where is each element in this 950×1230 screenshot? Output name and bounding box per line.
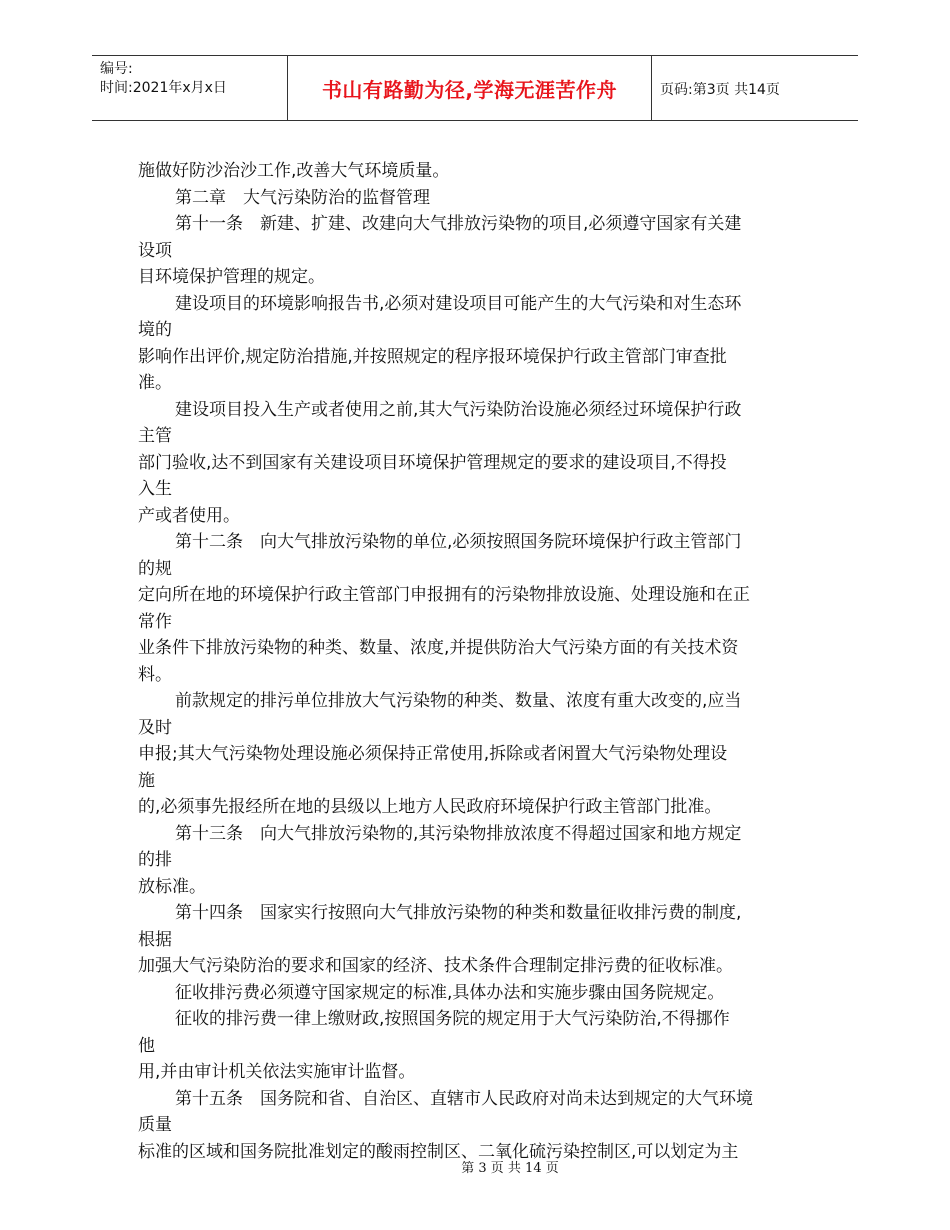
body-text-line: 加强大气污染防治的要求和国家的经济、技术条件合理制定排污费的征收标准。 bbox=[138, 956, 733, 976]
body-text-line: 业条件下排放污染物的种类、数量、浓度,并提供防治大气污染方面的有关技术资 bbox=[138, 638, 739, 658]
body-text-line: 的,必须事先报经所在地的县级以上地方人民政府环境保护行政主管部门批准。 bbox=[138, 797, 722, 817]
body-text-line: 建设项目的环境影响报告书,必须对建设项目可能产生的大气污染和对生态环 bbox=[175, 293, 742, 314]
page-header bbox=[92, 55, 858, 121]
body-text-line: 施做好防沙治沙工作,改善大气环境质量。 bbox=[138, 161, 450, 181]
body-text-line: 用,并由审计机关依法实施审计监督。 bbox=[138, 1062, 416, 1082]
body-text-line: 主管 bbox=[138, 426, 172, 446]
body-text-line: 标准的区域和国务院批准划定的酸雨控制区、二氧化硫污染控制区,可以划定为主 bbox=[138, 1141, 739, 1162]
body-text-line: 准。 bbox=[138, 373, 172, 393]
body-text-line: 征收排污费必须遵守国家规定的标准,具体办法和实施步骤由国务院规定。 bbox=[175, 982, 725, 1003]
document-time-label: 时间:2021年x月x日 bbox=[100, 80, 227, 96]
header-page-info: 页码:第3页 共14页 bbox=[660, 81, 780, 98]
body-text-line: 料。 bbox=[138, 664, 172, 685]
header-motto: 书山有路勤为径,学海无涯苦作舟 bbox=[321, 78, 618, 102]
body-text-line: 申报;其大气污染物处理设施必须保持正常使用,拆除或者闲置大气污染物处理设 bbox=[138, 744, 728, 764]
body-text-line: 部门验收,达不到国家有关建设项目环境保护管理规定的要求的建设项目,不得投 bbox=[138, 452, 727, 473]
body-text-line: 前款规定的排污单位排放大气污染物的种类、数量、浓度有重大改变的,应当 bbox=[175, 691, 742, 711]
body-text-line: 第二章 大气污染防治的监督管理 bbox=[175, 187, 430, 208]
document-body bbox=[138, 158, 818, 1165]
body-text-line: 第十五条 国务院和省、自治区、直辖市人民政府对尚未达到规定的大气环境 bbox=[175, 1088, 753, 1109]
page-footer: 第 3 页 共 14 页 bbox=[461, 1161, 559, 1176]
body-text-line: 第十四条 国家实行按照向大气排放污染物的种类和数量征收排污费的制度, bbox=[175, 903, 742, 923]
body-text-line: 质量 bbox=[138, 1115, 172, 1135]
body-text-line: 及时 bbox=[138, 717, 172, 738]
body-text-line: 施 bbox=[138, 770, 155, 791]
body-text-line: 第十三条 向大气排放污染物的,其污染物排放浓度不得超过国家和地方规定 bbox=[175, 823, 742, 844]
body-text-line: 影响作出评价,规定防治措施,并按照规定的程序报环境保护行政主管部门审查批 bbox=[138, 346, 727, 367]
body-text-line: 入生 bbox=[138, 479, 172, 499]
body-text-line: 常作 bbox=[138, 611, 172, 632]
body-text-line: 放标准。 bbox=[138, 876, 206, 897]
body-text-line: 第十一条 新建、扩建、改建向大气排放污染物的项目,必须遵守国家有关建 bbox=[175, 214, 742, 234]
body-text-line: 的排 bbox=[138, 850, 172, 870]
body-text-line: 目环境保护管理的规定。 bbox=[138, 267, 325, 287]
body-text-line: 定向所在地的环境保护行政主管部门申报拥有的污染物排放设施、处理设施和在正 bbox=[138, 585, 750, 605]
body-text-line: 设项 bbox=[138, 240, 172, 261]
body-text-line: 他 bbox=[138, 1035, 155, 1056]
body-text-line: 的规 bbox=[138, 558, 172, 579]
header-motto-cell bbox=[287, 56, 652, 121]
body-text-line: 建设项目投入生产或者使用之前,其大气污染防治设施必须经过环境保护行政 bbox=[175, 399, 742, 420]
document-number-label: 编号: bbox=[100, 61, 133, 77]
body-text-line: 第十二条 向大气排放污染物的单位,必须按照国务院环境保护行政主管部门 bbox=[175, 532, 742, 552]
header-meta bbox=[100, 60, 227, 98]
body-text-line: 产或者使用。 bbox=[138, 505, 240, 526]
body-text-line: 征收的排污费一律上缴财政,按照国务院的规定用于大气污染防治,不得挪作 bbox=[175, 1009, 730, 1029]
body-text-line: 境的 bbox=[138, 320, 172, 340]
body-text-line: 根据 bbox=[138, 929, 172, 950]
